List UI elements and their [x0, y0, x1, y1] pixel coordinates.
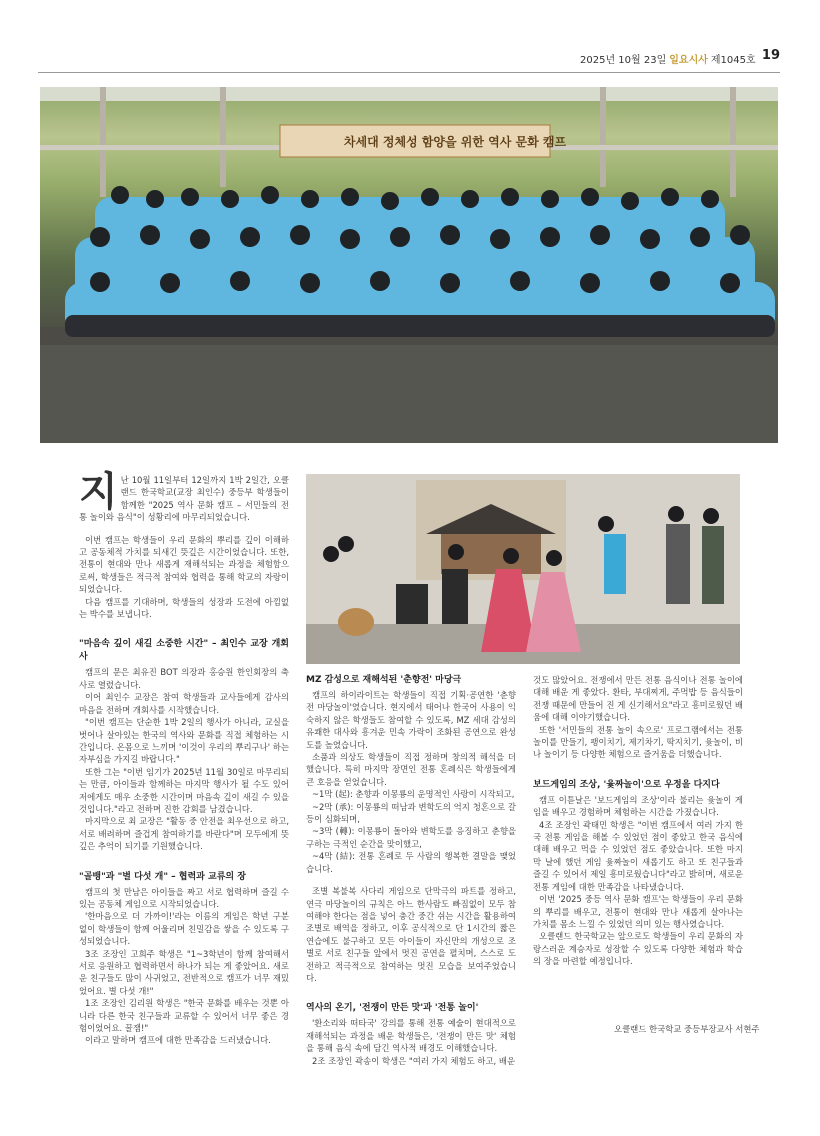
lead-paragraph: 난 10월 11일부터 12일까지 1박 2일간, 오클랜드 한국학교(교장 최인수) 중등부 학생들이 함께한 "2025 역사 문화 캠프 – 서민들의 전통 놀이와 음식"이 성황리에 마무리되었습니다.: [79, 475, 289, 523]
section-heading: "골뱅"과 "별 다섯 개" – 협력과 교류의 장: [79, 871, 246, 882]
paragraph: ~1막 (起): 춘향과 이몽룡의 운명적인 사랑이 시작되고,: [312, 789, 515, 800]
column-1: [79, 468, 289, 1047]
drop-cap: 지: [79, 468, 118, 515]
paragraph: 이라고 말하며 캠프에 대한 만족감을 드러냈습니다.: [85, 1035, 271, 1046]
group-photo: [40, 87, 778, 443]
issue-date: 2025년 10월 23일: [580, 54, 667, 66]
section-heading: "마음속 깊이 새길 소중한 시간" – 최인수 교장 개회사: [79, 639, 289, 663]
paragraph: "이번 캠프는 단순한 1박 2일의 행사가 아니라, 교실을 벗어나 살아있는 한국의 역사와 문화를 직접 체험하는 시간입니다. 온몸으로 느끼며 '이것이 우리의 뿌리구나' 하는 자부심을 가지길 바랍니다.": [79, 717, 289, 765]
paragraph: 마지막으로 최 교장은 "활동 중 안전을 최우선으로 하고, 서로 배려하며 즐겁게 참여하기를 바란다"며 모두에게 뜻깊은 추억이 되기를 기원했습니다.: [79, 816, 289, 852]
header-rule: [38, 72, 780, 73]
performance-photo-art: [306, 474, 740, 664]
performance-photo: [306, 474, 740, 664]
issue-number: 제1045호: [710, 54, 756, 66]
paragraph: '한마음으로 더 가까이!'라는 이름의 게임은 학년 구분 없이 학생들이 함께 어울리며 친밀감을 쌓을 수 있도록 구성되었습니다.: [79, 911, 289, 947]
page-number: 19: [761, 48, 780, 63]
byline: 오클랜드 한국학교 중등부장교사 서현주: [614, 1024, 760, 1034]
paragraph: ~4막 (結): 전통 혼례로 두 사람의 행복한 결말을 맺었습니다.: [306, 851, 516, 874]
paragraph: '환소리와 떠타국' 강의를 통해 전통 예술이 현대적으로 재해석되는 과정을 배운 학생들은, '전쟁이 만든 맛' 체험을 통해 음식 속에 담긴 역사적 배경도 이해했습니다.: [306, 1018, 516, 1054]
section-heading: 역사의 온기, '전쟁이 만든 맛'과 '전통 놀이': [306, 1003, 479, 1014]
paragraph: 오클랜드 한국학교는 앞으로도 학생들이 우리 문화의 자랑스러운 계승자로 성장할 수 있도록 다양한 체험과 학습의 장을 마련할 예정입니다.: [533, 931, 743, 967]
paragraph: 또한 '서민들의 전통 놀이 속으로' 프로그램에서는 전통 놀이를 만들기, 팽이치기, 제기차기, 딱지치기, 윷놀이, 비나 놀이기 등 다양한 체험으로 즐거움을 더했습니다.: [533, 724, 743, 760]
publication-name: 일요시사: [669, 54, 708, 66]
column-3: [533, 674, 743, 968]
paragraph: 캠프의 문은 최유진 BOT 의장과 홍승원 한인회장의 축사로 열렸습니다.: [79, 667, 289, 690]
paragraph: 또한 그는 "이번 임기가 2025년 11월 30일로 마무리되는 만큼, 아이들과 함께하는 마지막 행사가 될 수도 있어 저에게도 매우 소중한 시간이며 마음속 깊이 새길 수 있을 것입니다."라고 전하며 진한 감회를 남겼습니다.: [79, 766, 289, 814]
section-heading: 보드게임의 조상, '윷짜놀이'으로 우정을 다지다: [533, 779, 720, 790]
paragraph: 이번 '2025 중등 역사 문화 캠프'는 학생들이 우리 문화의 뿌리를 배우고, 전통이 현대와 만나 새롭게 살아나는 가치를 몸소 느낄 수 있었던 의미 있는 행사였습니다.: [533, 894, 743, 929]
paragraph: ~2막 (承): 이몽룡의 떠남과 변학도의 억지 청혼으로 갈등이 심화되며,: [306, 801, 516, 825]
paragraph: 이번 캠프는 학생들이 우리 문화의 뿌리를 깊이 이해하고 공동체적 가치를 되새긴 뜻깊은 시간이었습니다. 또한, 전통이 현대와 만나 새롭게 재해석되는 과정을 체험함으로써, 학생들은 적극적 참여와 협력을 통해 학교의 자랑이 되었습니다.: [79, 534, 289, 595]
paragraph: 이어 최인수 교장은 참여 학생들과 교사들에게 감사의 마음을 전하며 개회사를 시작했습니다.: [79, 692, 289, 715]
page-header: [580, 50, 780, 66]
paragraph: 1조 조장인 김리원 학생은 "한국 문화를 배우는 것뿐 아니라 다른 한국 친구들과 교류할 수 있어서 너무 좋은 경험이었어요. 꿀잼!": [79, 998, 289, 1034]
section-heading: MZ 감성으로 재해석된 '춘향전' 마당극: [306, 675, 462, 685]
paragraph: 캠프의 하이라이트는 학생들이 직접 기획·공연한 '춘향전 마당놀이'였습니다. 현지에서 태어나 한국어 사용이 익숙하지 않은 학생들도 참여할 수 있도록, MZ 세대 감성의 유쾌한 대사와 흥겨운 민속 가락이 조화된 공연으로 완성도를 높였습니다.: [306, 690, 516, 750]
paragraph: 조별 복불복 사다리 게임으로 단막극의 파트를 정하고, 연극 마당놀이의 규칙은 아느 한사람도 빠짐없이 모두 참여해야 한다는 점을 넣어 충간 중간 쉬는 시간을 활용하여 조별로 배역을 정하고, 이후 공식적으로 단 1시간의 짧은 연습에도 불구하고 모든 아이들이 자신만의 개성으로 조별로 서로 친구들 앞에서 멋진 공연을 펼치며, 스스로 도전하고 적극적으로 참여하는 멋진 모습을 보여주었습니다.: [306, 886, 516, 983]
paragraph: 3조 조장인 고희주 학생은 "1~3학년이 함께 참여해서 서로 응원하고 협력하면서 하나가 되는 게 좋았어요. 새로운 친구들도 많이 사귀었고, 전반적으로 캠프가 너무 재밌었어요. 별 다섯 개!": [79, 948, 289, 996]
paragraph: 2조 조장인 곽송이 학생은 "여러 가지 체험도 하고, 배운: [312, 1055, 516, 1066]
paragraph: 소품과 의상도 학생들이 직접 정하며 창의적 해석을 더했습니다. 특히 마지막 장면인 전통 혼례식은 학생들에게 큰 호응을 얻었습니다.: [306, 752, 516, 787]
paragraph: 다음 캠프를 기대하며, 학생들의 성장과 도전에 아낌없는 박수를 보냅니다.: [79, 596, 289, 620]
paragraph: 캠프 이튿날은 '보드게임의 조상'이라 불리는 윷놀이 게임을 배우고 경험하며 체험하는 시간을 가졌습니다.: [533, 794, 743, 818]
column-2: [306, 674, 516, 1067]
paragraph: 것도 많았어요. 전쟁에서 만든 전통 음식이나 전통 놀이에 대해 배운 게 좋았다. 환타, 부대찌게, 주먹밥 등 음식들이 전쟁 때문에 만들어 진 게 신기해서요"라고 흥미로웠던 배움에 대해 이야기했습니다.: [533, 675, 743, 723]
paragraph: 4조 조장인 곽태민 학생은 "이번 캠프에서 여러 가지 한국 전통 게임을 해볼 수 있었던 점이 좋았고 한국 음식에 대해 배우고 먹을 수 있었던 점도 좋았습니다. 또한 마지막 날에 했던 게임 윷짜놀이 새롭기도 하고 또 친구들과 즐길 수 있어서 제일 흥미로웠습니다"라고 밝히며, 새로운 전통 게임에 대한 만족감을 나타냈습니다.: [533, 819, 743, 892]
paragraph: ~3막 (轉): 이몽룡이 돌아와 변학도를 응징하고 춘향을 구하는 극적인 순간을 맞이했고,: [306, 826, 516, 849]
photo-banner: 차세대 정체성 함양을 위한 역사 문화 캠프: [343, 135, 567, 149]
paragraph: 캠프의 첫 만남은 아이들을 짜고 서로 협력하며 즐길 수 있는 공동체 게임으로 시작되었습니다.: [79, 886, 289, 909]
